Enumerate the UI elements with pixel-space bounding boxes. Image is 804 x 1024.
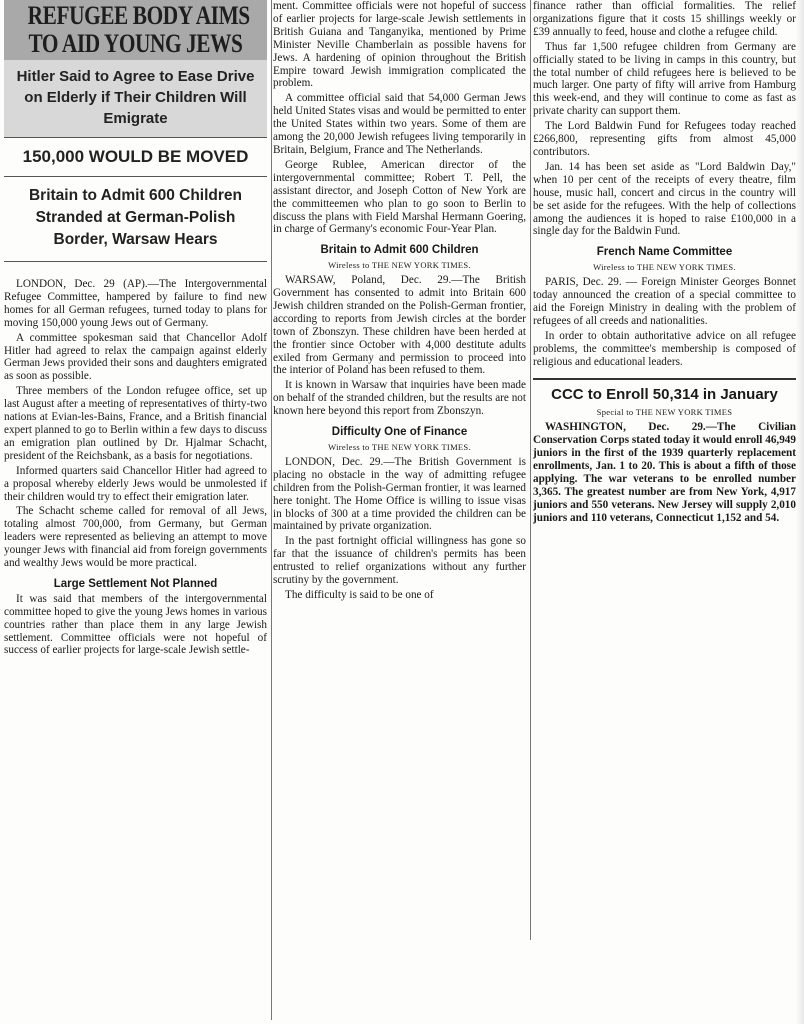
paragraph: The Lord Baldwin Fund for Refugees today reached £266,800, representing gifts from almost 45,000 contributors. [533,120,796,158]
paragraph: Thus far 1,500 refugee children from Germany are officially stated to be living in camps in this country, but the total number of child refugees here is believed to be much larger. One party of fifty will arrive from Hamburg this week-end, and they will continue to come as fast as private charity can support them. [533,40,796,118]
subhead-britain-admit: Britain to Admit 600 Children [320,244,479,257]
subhead-large-settlement: Large Settlement Not Planned [53,577,218,590]
paragraph: finance rather than official formalities. The relief organizations figure that it costs 15 shillings weekly or £39 annually to feed, house and clothe a refugee child. [533,0,796,38]
deck-1: Hitler Said to Agree to Ease Drive on Elderly if Their Children Will Emigrate [4,60,267,138]
paragraph: It is known in Warsaw that inquiries have been made on behalf of the stranded children, but the results are not known here beyond this report from Zbonszyn. [273,379,526,418]
headline-line-2: TO AID YOUNG JEWS [28,29,243,58]
column-2 [273,0,531,940]
paragraph: Jan. 14 has been set aside as "Lord Baldwin Day," when 10 per cent of the receipts of every theatre, film house, music hall, concert and circus in the country will be set aside for the refugees. With the help of collections among the audiences it is hoped to raise £100,000 in a single day for the Baldwin Fund. [533,160,796,238]
paragraph: Three members of the London refugee office, set up last August after a meeting of representatives of thirty-two nations at Evian-les-Bains, France, and a British financial expert planned to go to Berlin within a few days to discuss an emigration plan outlined by Dr. Hjalmar Schacht, president of the Reichsbank, as a basis for negotiations. [4,385,267,462]
paragraph: LONDON, Dec. 29 (AP).—The Intergovernmental Refugee Committee, hampered by failure to find new homes for all German refugees, turned today to plans for moving 150,000 young Jews out of Germany. [4,278,267,329]
paragraph: The difficulty is said to be one of [285,588,434,601]
headline-box [4,0,267,60]
paragraph: A committee spokesman said that Chancellor Adolf Hitler had agreed to relax the campaign against elderly German Jews provided their sons and daughters emigrated as soon as possible. [4,331,267,383]
wire-credit: Wireless to THE NEW YORK TIMES. [593,262,736,273]
column-1 [4,0,272,1020]
paragraph: WASHINGTON, Dec. 29.—The Civilian Conservation Corps stated today it would enroll 46,949 juniors in the first of the 1939 quarterly replacement enrollments, Jan. 1 to 20. This is about a fifth of those applying. The war veterans to be enrolled number 3,365. The greatest number are from New York, 4,917 juniors and 550 veterans. New Jersey will supply 2,010 juniors and 110 veterans, Connecticut 1,152 and 54. [533,421,796,524]
paragraph: The Schacht scheme called for removal of all Jews, totaling almost 700,000, from Germany, but German leaders were represented as believing an attempt to move younger Jews with financial aid from foreign governments and wealthy Jews would be more practical. [4,505,267,570]
deck-3: Britain to Admit 600 Children Stranded at German-Polish Border, Warsaw Hears [4,177,267,262]
paragraph: WARSAW, Poland, Dec. 29.—The British Government has consented to admit into Britain 600 Jewish children stranded on the Polish-German frontier, according to reports from Jewish circles at the border town of Zbonszyn. These children have been herded at the frontier since October with 4,000 destitute adults exiled from Germany and permission to proceed into the interior of Poland has been refused to them. [273,274,526,377]
paragraph: LONDON, Dec. 29.—The British Government is placing no obstacle in the way of admitting refugee children from the Polish-German frontier, it was learned here tonight. The Home Office is willing to issue visas in blocks of 300 at a time provided the children can be maintained by private organization. [273,455,526,533]
deck-2: 150,000 WOULD BE MOVED [4,138,267,177]
paragraph: In order to obtain authoritative advice on all refugee problems, the committee's membership is composed of religious and educational leaders. [533,329,796,368]
subhead-french-committee: French Name Committee [596,246,733,259]
headline-line-1: REFUGEE BODY AIMS [27,1,250,30]
wire-credit: Wireless to THE NEW YORK TIMES. [328,442,471,452]
paragraph: Informed quarters said Chancellor Hitler had agreed to a proposal whereby elderly Jews would be unmolested if their children would try to effect their emigration later. [4,464,267,503]
wire-credit: Special to THE NEW YORK TIMES [596,407,733,418]
paragraph: In the past fortnight official willingness has gone so far that the issuance of children's permits has been entrusted to relief organizations without any further scrutiny by the government. [273,535,526,587]
subhead-difficulty-finance: Difficulty One of Finance [331,426,468,439]
paragraph: A committee official said that 54,000 German Jews held United States visas and would be permitted to enter the United States within two years. Some of them are among the 20,000 Jewish refugees living temporarily in Britain, Belgium, France and The Netherlands. [273,92,526,156]
subhead-ccc-enroll: CCC to Enroll 50,314 in January [533,378,796,404]
wire-credit: Wireless to THE NEW YORK TIMES. [328,260,471,271]
paragraph: PARIS, Dec. 29. — Foreign Minister Georges Bonnet today announced the creation of a special committee to aid the Foreign Ministry in dealing with the problem of refugees of all creeds and nationalities. [533,276,796,327]
scan-edge [796,0,804,1024]
paragraph: ment. Committee officials were not hopeful of success of earlier projects for large-scale Jewish settlements in British Guiana and Tanganyika, mentioned by Prime Minister Neville Chamberlain as possible havens for Jews. A hardening of opinion throughout the British Empire toward Jewish immigration complicated the problem. [273,0,526,90]
column-3 [533,0,796,915]
paragraph: It was said that members of the intergovernmental committee hoped to give the young Jews homes in various countries rather than place them in any large Jewish settlement. Committee officials were not hopeful of success of earlier projects for large-scale Jewish settle- [4,592,267,657]
paragraph: George Rublee, American director of the intergovernmental committee; Robert T. Pell, the assistant director, and Joseph Cotton of New York are the committeemen who plan to go soon to Berlin to discuss the plans with Field Marshal Hermann Goering, in charge of Germany's economic Four-Year Plan. [273,158,526,236]
